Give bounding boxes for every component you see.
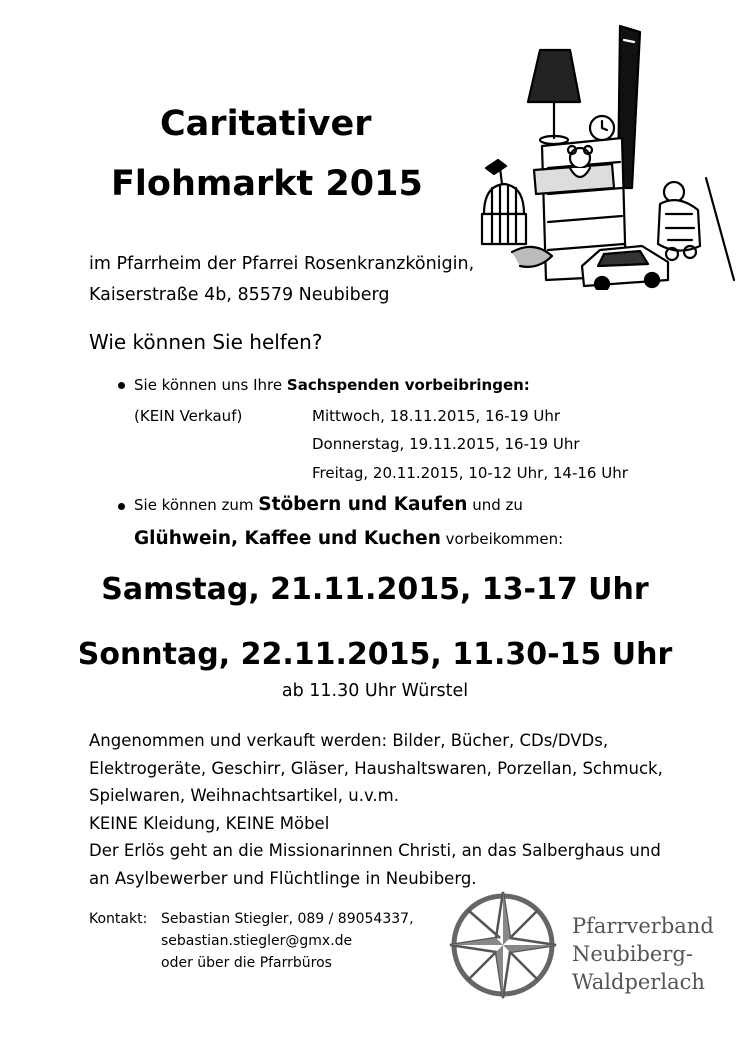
items-line: Angenommen und verkauft werden: Bilder, Bücher, CDs/DVDs,: [89, 731, 609, 750]
donation-date-2: Donnerstag, 19.11.2015, 16-19 Uhr: [312, 435, 580, 453]
logo-text: [572, 912, 714, 996]
title-line-1: Caritativer: [160, 104, 372, 144]
items-line: Spielwaren, Weihnachtsartikel, u.v.m.: [89, 786, 399, 805]
shopping-line-2: [134, 528, 563, 549]
donation-date-1: Mittwoch, 18.11.2015, 16-19 Uhr: [312, 407, 561, 425]
venue-line-2: Kaiserstraße 4b, 85579 Neubiberg: [89, 285, 390, 305]
wuerstel-note: ab 11.30 Uhr Würstel: [281, 681, 469, 701]
contact-name-phone: Sebastian Stiegler, 089 / 89054337,: [161, 911, 414, 927]
shopping-middle: und zu: [467, 496, 523, 514]
shopping-suffix: vorbeikommen:: [440, 530, 564, 548]
contact-email: sebastian.stiegler@gmx.de: [161, 933, 353, 949]
shopping-prefix: Sie können zum: [134, 496, 259, 514]
shopping-line-1: [134, 494, 523, 515]
compass-star-icon: [446, 888, 560, 1002]
items-line: Der Erlös geht an die Missionarinnen Christi, an das Salberghaus und: [89, 841, 661, 860]
logo-line-3: Waldperlach: [572, 970, 705, 994]
saturday-date: Samstag, 21.11.2015, 13-17 Uhr: [101, 572, 649, 607]
sunday-date: Sonntag, 22.11.2015, 11.30-15 Uhr: [77, 637, 673, 672]
title-line-2: Flohmarkt 2015: [111, 164, 423, 204]
shopping-highlight-1: Stöbern und Kaufen: [258, 494, 468, 515]
donation-prefix: Sie können uns Ihre: [134, 376, 287, 394]
bullet-dot: [118, 503, 125, 510]
logo-line-1: Pfarrverband: [572, 914, 714, 938]
items-line: Elektrogeräte, Geschirr, Gläser, Haushaltswaren, Porzellan, Schmuck,: [89, 758, 663, 778]
flea-market-items-drawing: [472, 18, 740, 290]
donation-line: [134, 376, 530, 394]
items-line: KEINE Kleidung, KEINE Möbel: [89, 813, 330, 833]
contact-details: [161, 908, 414, 974]
contact-label: Kontakt:: [89, 911, 148, 927]
shopping-highlight-2: Glühwein, Kaffee und Kuchen: [134, 528, 441, 549]
help-question: Wie können Sie helfen?: [89, 330, 323, 354]
donation-date-3: Freitag, 20.11.2015, 10-12 Uhr, 14-16 Uhr: [312, 464, 628, 482]
donation-highlight: Sachspenden vorbeibringen:: [286, 376, 530, 394]
items-description: [89, 727, 663, 892]
venue-line-1: im Pfarrheim der Pfarrei Rosenkranzkönigin,: [89, 254, 475, 274]
logo-line-2: Neubiberg-: [572, 942, 693, 966]
items-line: an Asylbewerber und Flüchtlinge in Neubiberg.: [89, 868, 477, 888]
donation-note: (KEIN Verkauf): [134, 407, 243, 425]
contact-offices: oder über die Pfarrbüros: [161, 955, 332, 971]
bullet-dot: [118, 382, 125, 389]
